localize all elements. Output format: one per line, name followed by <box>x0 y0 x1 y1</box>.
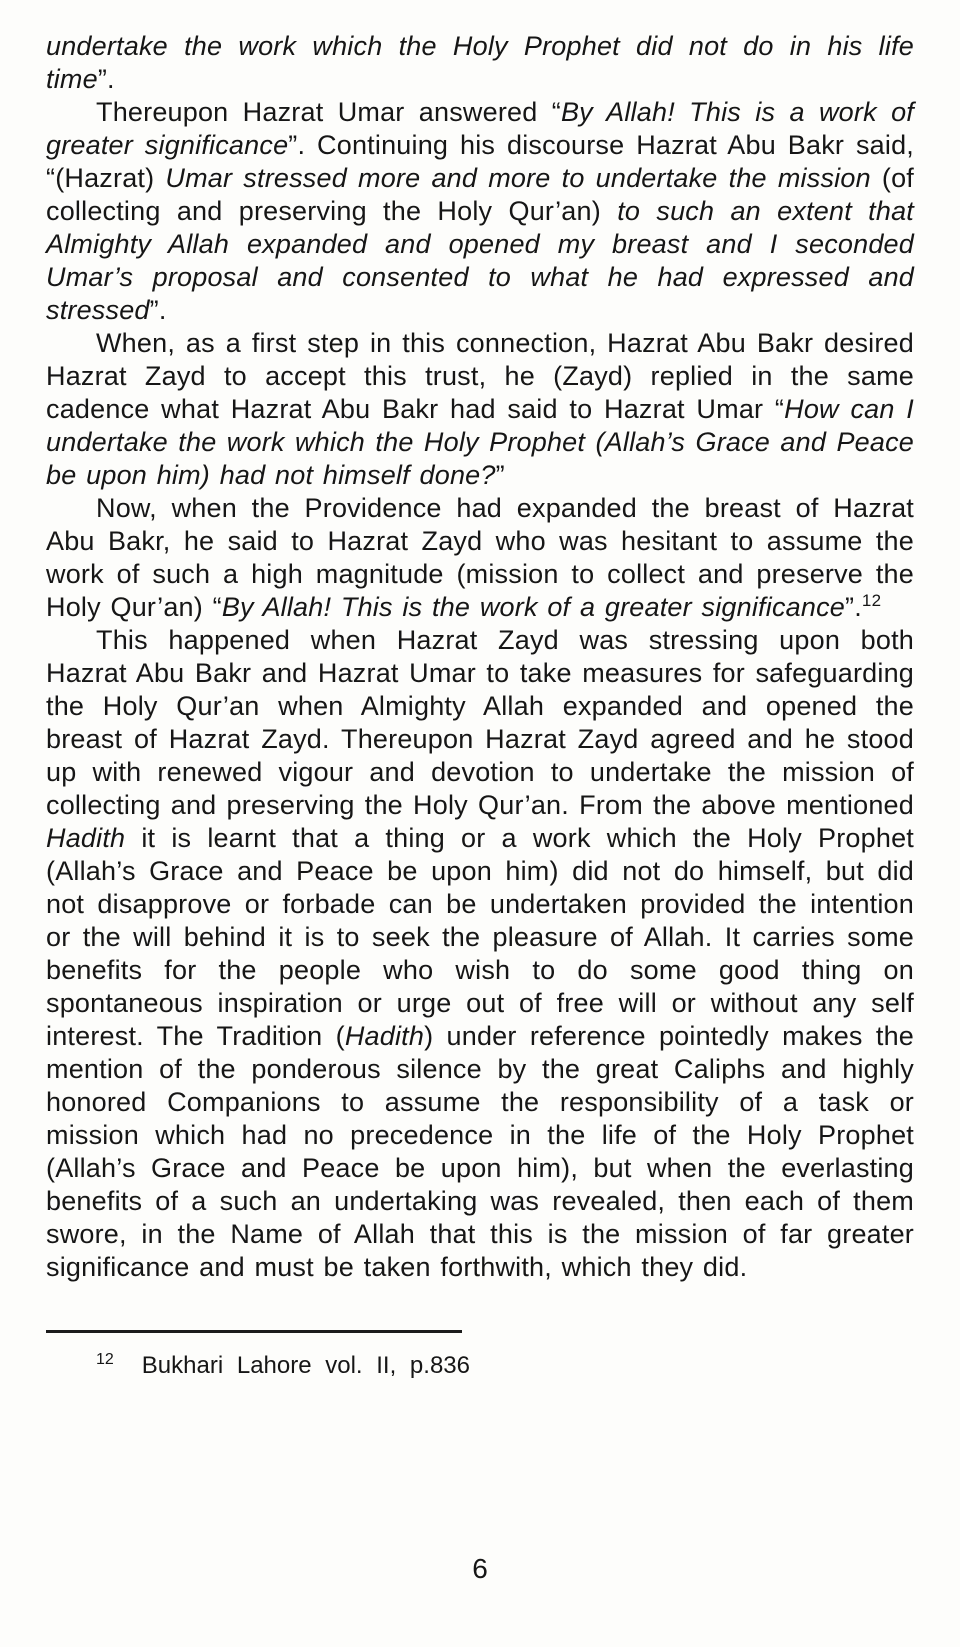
footnote-marker: 12 <box>96 1351 114 1368</box>
text-run: When, as a first step in this connection, Hazrat Abu Bakr desired Hazrat Zayd to accept this trust, he (Zayd) replied in the same cadence what Hazrat Abu Bakr had said to Hazrat Umar “ <box>46 328 914 424</box>
text-run: How can I undertake the work which the Holy Prophet (Allah’s Grace and Peace be upon him) had not himself done? <box>46 394 914 490</box>
text-run: ”. <box>149 295 167 325</box>
text-run: to such an extent that Almighty Allah expanded and opened my breast and I seconded Umar’s proposal and consented to what he had expressed and stressed <box>46 196 914 325</box>
footnote-section <box>46 1330 914 1381</box>
paragraph <box>46 492 914 624</box>
footnote-text: Bukhari Lahore vol. II, p.836 <box>141 1352 470 1379</box>
text-run: it is learnt that a thing or a work which the Holy Prophet (Allah’s Grace and Peace be upon him) did not do himself, but did not disapprove or forbade can be undertaken provided the intention or the will behind it is to seek the pleasure of Allah. It carries some benefits for the people who wish to do some good thing on spontaneous inspiration or urge out of free will or without any self interest. The Tradition ( <box>46 823 914 1051</box>
text-run: ”. Continuing his discourse Hazrat Abu Bakr said, “(Hazrat) <box>46 130 914 193</box>
paragraph <box>46 96 914 327</box>
page-number: 6 <box>472 1553 488 1584</box>
body-text <box>46 30 914 1284</box>
text-run: Thereupon Hazrat Umar answered “ <box>96 97 561 127</box>
paragraph <box>46 30 914 96</box>
text-run: Umar stressed more and more to undertake the mission <box>165 163 871 193</box>
text-run: Now, when the Providence had expanded the breast of Hazrat Abu Bakr, he said to Hazrat Zayd who was hesitant to assume the work of such a high magnitude (mission to collect and preserve the Holy Qur’an) “ <box>46 493 914 622</box>
footnote-divider <box>46 1330 462 1333</box>
text-run: By Allah! This is the work of a greater significance <box>221 592 846 622</box>
text-run: By Allah! This is a work of greater significance <box>46 97 914 160</box>
text-run: Hadith <box>344 1021 425 1051</box>
text-run: ”. <box>97 64 115 94</box>
text-run: This happened when Hazrat Zayd was stressing upon both Hazrat Abu Bakr and Hazrat Umar to take measures for safeguarding the Holy Qur’an when Almighty Allah expanded and opened the breast of Hazrat Zayd. Thereupon Hazrat Zayd agreed and he stood up with renewed vigour and devotion to undertake the mission of collecting and preserving the Holy Qur’an. From the above mentioned <box>46 625 914 820</box>
footnote <box>46 1351 914 1381</box>
text-run: undertake the work which the Holy Prophet did not do in his life time <box>46 31 914 94</box>
footnote-reference: 12 <box>861 591 882 610</box>
paragraph <box>46 624 914 1284</box>
text-run: (of collecting and preserving the Holy Qur’an) <box>46 163 915 226</box>
text-run: ”. <box>845 592 862 622</box>
paragraph <box>46 327 914 492</box>
text-run: ) under reference pointedly makes the mention of the ponderous silence by the great Caliphs and highly honored Companions to assume the responsibility of a task or mission which had no precedence in the life of the Holy Prophet (Allah’s Grace and Peace be upon him), but when the everlasting benefits of a such an undertaking was revealed, then each of them swore, in the Name of Allah that this is the mission of far greater significance and must be taken forthwith, which they did. <box>46 1021 915 1282</box>
text-run: ” <box>495 460 505 490</box>
text-run: Hadith <box>46 823 126 853</box>
